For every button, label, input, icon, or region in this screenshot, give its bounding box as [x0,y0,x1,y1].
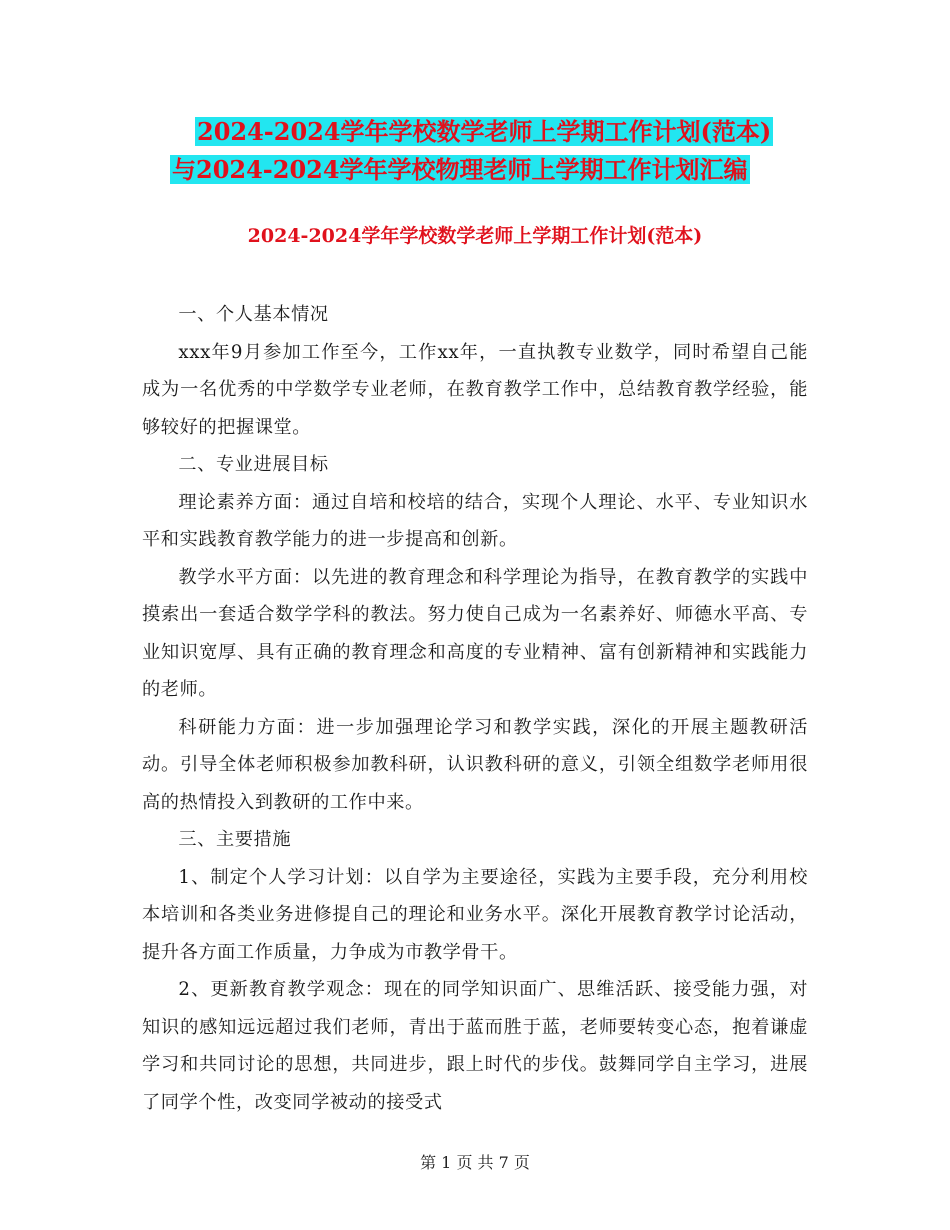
title-line-2: 与2024-2024学年学校物理老师上学期工作计划汇编 [172,155,748,184]
paragraph: 教学水平方面：以先进的教育理念和科学理论为指导，在教育教学的实践中摸索出一套适合数学学科的教法。努力使自己成为一名素养好、师德水平高、专业知识宽厚、具有正确的教育理念和高度的专业精神、富有创新精神和实践能力的老师。 [142,566,808,700]
paragraph: xxx年9月参加工作至今，工作xx年，一直执教专业数学，同时希望自己能成为一名优秀的中学数学专业老师，在教育教学工作中，总结教育教学经验，能够较好的把握课堂。 [142,341,808,438]
paragraph: 1、制定个人学习计划：以自学为主要途径，实践为主要手段，充分利用校本培训和各类业务进修提自己的理论和业务水平。深化开展教育教学讨论活动，提升各方面工作质量，力争成为市教学骨干。 [142,866,808,963]
heading-3: 三、主要措施 [178,829,292,850]
paragraph: 理论素养方面：通过自培和校培的结合，实现个人理论、水平、专业知识水平和实践教育教学能力的进一步提高和创新。 [142,491,808,550]
paragraph: 2、更新教育教学观念：现在的同学知识面广、思维活跃、接受能力强，对知识的感知远远超过我们老师，青出于蓝而胜于蓝，老师要转变心态，抱着谦虚学习和共同讨论的思想，共同进步，跟上时代的步伐。鼓舞同学自主学习，进展了同学个性，改变同学被动的接受式 [142,979,808,1113]
page-footer: 第 1 页 共 7 页 [420,1153,530,1172]
heading-2: 二、专业进展目标 [178,454,329,475]
title-line-1: 2024-2024学年学校数学老师上学期工作计划(范本) [197,117,772,146]
heading-1: 一、个人基本情况 [178,304,329,325]
paragraph: 科研能力方面：进一步加强理论学习和教学实践，深化的开展主题教研活动。引导全体老师积极参加教科研，认识教科研的意义，引领全组数学老师用很高的热情投入到教研的工作中来。 [142,716,808,813]
body-text [142,296,808,1121]
section-title: 2024-2024学年学校数学老师上学期工作计划(范本) [247,225,703,247]
